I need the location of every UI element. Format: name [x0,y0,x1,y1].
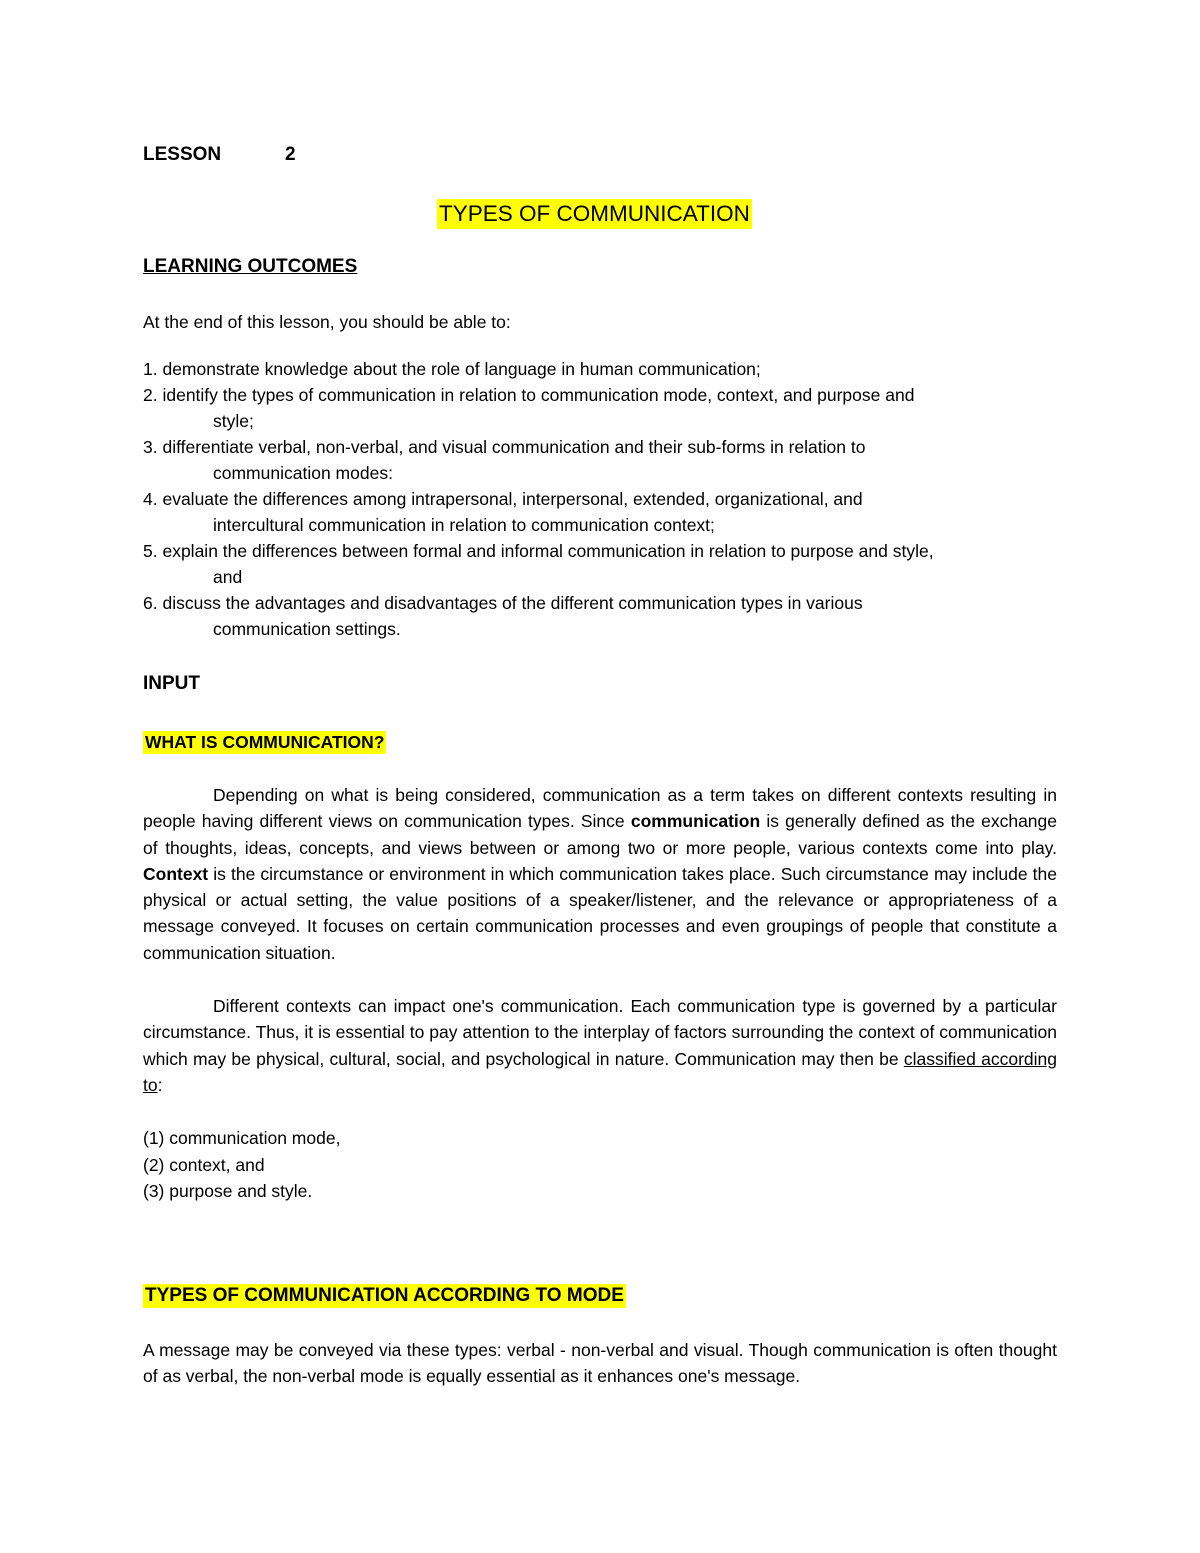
outcome-text: explain the differences between formal and informal communication in relation to purpose and style, [157,541,934,561]
what-is-communication-heading: WHAT IS COMMUNICATION? [145,732,385,752]
mode-section-heading: TYPES OF COMMUNICATION ACCORDING TO MODE [145,1285,624,1306]
outcome-item [143,590,1063,642]
paragraph-mode: A message may be conveyed via these types: verbal - non-verbal and visual. Though communication is often thought of as verbal, the non-verbal mode is equally essential as it enhances one's message. [143,1340,1057,1387]
outcome-number: 6. [143,593,158,613]
term-context: Context [143,863,209,884]
outcome-text: identify the types of communication in relation to communication mode, context, and purpose and [157,385,915,405]
outcome-number: 3. [143,437,158,457]
outcome-text-continued: and [213,567,243,587]
paragraph-contexts [143,993,1057,1098]
paragraph-text: Depending on what is being considered, communication as a term takes on different contexts resulting in people having different views on communication types. Since [143,785,1057,832]
term-communication: communication [630,811,761,832]
paragraph-text: Different contexts can impact one's communication. Each communication type is governed by a particular circumstance. Thus, it is essential to pay attention to the interplay of factors surrounding the context of communication which may be physical, cultural, social, and psychological in nature. Communication may then be [143,996,1057,1069]
paragraph-definition [143,782,1057,966]
paragraph-text: is generally defined as the exchange of thoughts, ideas, concepts, and views between or among two or more people, various contexts come into play. [143,811,1058,858]
outcome-number: 4. [143,489,158,509]
classification-item: (3) purpose and style. [143,1181,313,1201]
outcome-text-continued: communication settings. [213,619,401,639]
input-heading: INPUT [143,673,200,694]
outcome-text-continued: communication modes: [213,463,393,483]
learning-outcomes-intro: At the end of this lesson, you should be able to: [143,312,511,332]
lesson-number: 2 [285,144,296,165]
outcome-text-continued: intercultural communication in relation to communication context; [213,515,715,535]
underlined-phrase: classified according to [143,1048,1058,1095]
outcome-text: discuss the advantages and disadvantages of the different communication types in various [157,593,863,613]
outcome-text-continued: style; [213,411,254,431]
classification-item: (2) context, and [143,1154,265,1175]
classification-item: (1) communication mode, [143,1128,341,1148]
lesson-label: LESSON [143,144,222,165]
outcome-item [143,538,1063,590]
paragraph-text: : [157,1074,163,1095]
classification-list [143,1125,340,1205]
outcome-item [143,434,1063,486]
paragraph-text: is the circumstance or environment in which communication takes place. Such circumstance may include the physical or actual setting, the value positions of a speaker/listener, and the relevance or appropriateness of a message conveyed. It focuses on certain communication processes and even groupings of people that constitute a communication situation. [143,863,1057,963]
outcome-item [143,382,1063,434]
outcome-number: 2. [143,385,158,405]
outcome-number: 5. [143,541,158,561]
outcome-number: 1. [143,359,158,379]
learning-outcomes-heading: LEARNING OUTCOMES [143,256,358,277]
document-title: TYPES OF COMMUNICATION [437,199,752,229]
outcome-item [143,486,1063,538]
outcome-item [143,356,1063,382]
outcome-text: differentiate verbal, non-verbal, and visual communication and their sub-forms in relation to [157,437,866,457]
outcome-text: evaluate the differences among intrapersonal, interpersonal, extended, organizational, and [157,489,863,509]
outcome-text: demonstrate knowledge about the role of language in human communication; [157,359,761,379]
learning-outcomes-list [143,356,1063,642]
